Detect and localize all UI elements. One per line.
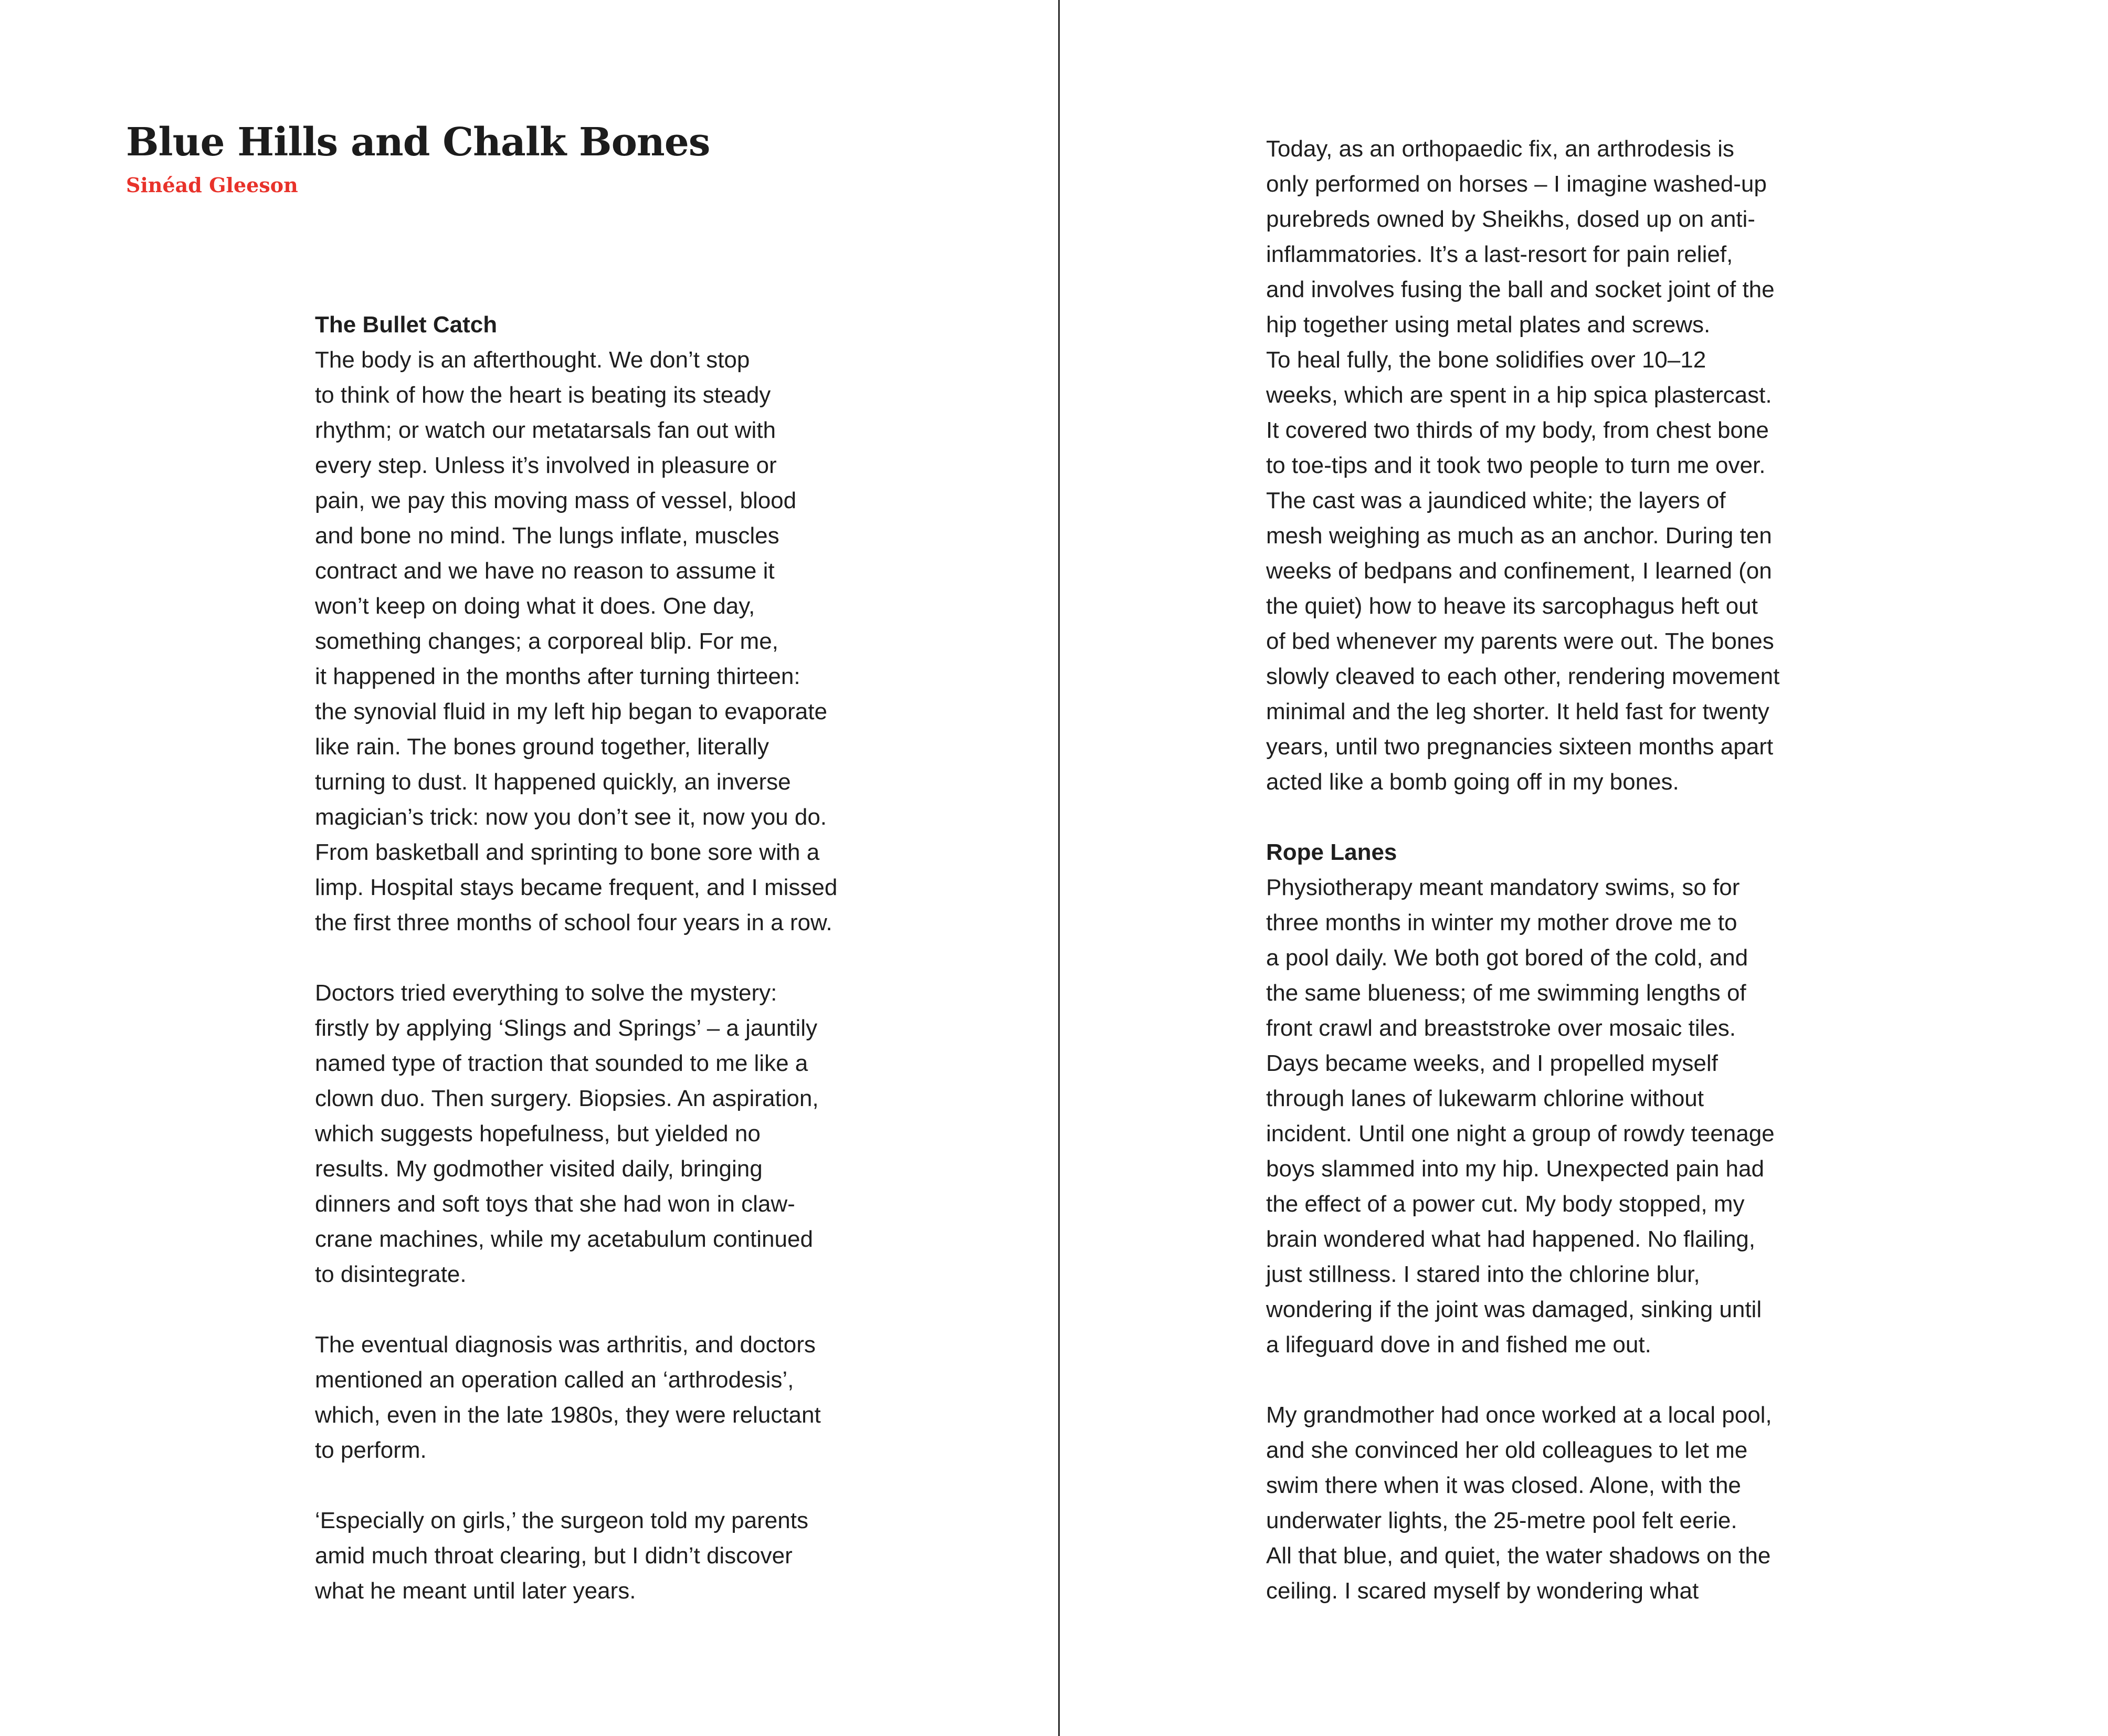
text-line: to perform. [315, 1437, 427, 1463]
text-line: My grandmother had once worked at a local pool, [1266, 1402, 1772, 1428]
text-line: the effect of a power cut. My body stopped, my [1266, 1191, 1745, 1217]
section-heading-rope-lanes: Rope Lanes [1266, 839, 1397, 865]
text-line: purebreds owned by Sheikhs, dosed up on anti- [1266, 206, 1755, 232]
author-name: Sinéad Gleeson [126, 173, 298, 197]
text-line: slowly cleaved to each other, rendering movement [1266, 664, 1780, 689]
text-line: limp. Hospital stays became frequent, and I missed [315, 875, 838, 900]
text-line: Today, as an orthopaedic fix, an arthrodesis is [1266, 136, 1734, 162]
text-line: results. My godmother visited daily, bringing [315, 1156, 763, 1182]
text-line: only performed on horses – I imagine washed-up [1266, 171, 1767, 197]
text-line: it happened in the months after turning thirteen: [315, 664, 800, 689]
text-line: rhythm; or watch our metatarsals fan out with [315, 417, 776, 443]
text-line: Physiotherapy meant mandatory swims, so for [1266, 875, 1740, 900]
text-line: years, until two pregnancies sixteen months apart [1266, 734, 1774, 760]
text-line: All that blue, and quiet, the water shadows on the [1266, 1543, 1771, 1569]
text-line: boys slammed into my hip. Unexpected pain had [1266, 1156, 1764, 1182]
text-line: minimal and the leg shorter. It held fast for twenty [1266, 699, 1769, 724]
text-line: like rain. The bones ground together, literally [315, 734, 770, 760]
text-line: the same blueness; of me swimming lengths of [1266, 980, 1746, 1006]
text-line: which, even in the late 1980s, they were reluctant [315, 1402, 821, 1428]
text-line: It covered two thirds of my body, from chest bone [1266, 417, 1769, 443]
text-line: named type of traction that sounded to me like a [315, 1050, 808, 1076]
text-line: front crawl and breaststroke over mosaic tiles. [1266, 1015, 1736, 1041]
text-line: The eventual diagnosis was arthritis, and doctors [315, 1332, 816, 1358]
text-line: ‘Especially on girls,’ the surgeon told my parents [315, 1508, 808, 1533]
paragraph-break [315, 1292, 903, 1327]
text-line: incident. Until one night a group of rowdy teenage [1266, 1121, 1775, 1146]
text-line: swim there when it was closed. Alone, with the [1266, 1472, 1741, 1498]
text-line: The body is an afterthought. We don’t stop [315, 347, 750, 373]
text-line: mesh weighing as much as an anchor. During ten [1266, 523, 1772, 549]
text-line: and she convinced her old colleagues to let me [1266, 1437, 1748, 1463]
text-line: amid much throat clearing, but I didn’t discover [315, 1543, 793, 1569]
text-line: dinners and soft toys that she had won in claw- [315, 1191, 795, 1217]
text-line: From basketball and sprinting to bone sore with a [315, 839, 820, 865]
text-line: pain, we pay this moving mass of vessel, blood [315, 488, 797, 513]
text-line: through lanes of lukewarm chlorine without [1266, 1086, 1704, 1111]
text-line: wondering if the joint was damaged, sinking until [1266, 1297, 1762, 1322]
text-line: weeks, which are spent in a hip spica plastercast. [1266, 382, 1772, 408]
text-line: crane machines, while my acetabulum continued [315, 1226, 813, 1252]
text-line: which suggests hopefulness, but yielded no [315, 1121, 761, 1146]
text-line: Days became weeks, and I propelled myself [1266, 1050, 1718, 1076]
text-line: magician’s trick: now you don’t see it, now you do. [315, 804, 827, 830]
text-line: the first three months of school four years in a row. [315, 910, 832, 935]
text-line: to disintegrate. [315, 1261, 467, 1287]
text-line: and involves fusing the ball and socket joint of the [1266, 277, 1775, 302]
section-heading-bullet-catch: The Bullet Catch [315, 312, 498, 338]
text-line: weeks of bedpans and confinement, I learned (on [1266, 558, 1772, 584]
paragraph-break [315, 1468, 903, 1503]
right-page-text-column [1266, 131, 1854, 1608]
text-line: inflammatories. It’s a last-resort for pain relief, [1266, 241, 1733, 267]
paragraph-break [1266, 1362, 1854, 1397]
text-line: hip together using metal plates and screws. [1266, 312, 1711, 338]
text-line: to toe-tips and it took two people to turn me over. [1266, 453, 1766, 478]
article-title: Blue Hills and Chalk Bones [126, 120, 710, 165]
text-line: every step. Unless it’s involved in pleasure or [315, 453, 777, 478]
text-line: won’t keep on doing what it does. One day, [315, 593, 755, 619]
paragraph-break [315, 940, 903, 975]
text-line: to think of how the heart is beating its steady [315, 382, 771, 408]
text-line: mentioned an operation called an ‘arthrodesis’, [315, 1367, 794, 1393]
text-line: brain wondered what had happened. No flailing, [1266, 1226, 1755, 1252]
text-line: of bed whenever my parents were out. The bones [1266, 628, 1774, 654]
paragraph-break [1266, 799, 1854, 835]
text-line: contract and we have no reason to assume it [315, 558, 775, 584]
text-line: ceiling. I scared myself by wondering what [1266, 1578, 1699, 1604]
text-line: underwater lights, the 25-metre pool felt eerie. [1266, 1508, 1737, 1533]
text-line: a pool daily. We both got bored of the cold, and [1266, 945, 1748, 971]
text-line: something changes; a corporeal blip. For me, [315, 628, 778, 654]
text-line: clown duo. Then surgery. Biopsies. An aspiration, [315, 1086, 819, 1111]
text-line: the synovial fluid in my left hip began to evaporate [315, 699, 827, 724]
text-line: just stillness. I stared into the chlorine blur, [1266, 1261, 1700, 1287]
page-gutter-divider [1058, 0, 1060, 1736]
text-line: The cast was a jaundiced white; the layers of [1266, 488, 1726, 513]
text-line: the quiet) how to heave its sarcophagus heft out [1266, 593, 1758, 619]
text-line: turning to dust. It happened quickly, an inverse [315, 769, 791, 795]
text-line: three months in winter my mother drove me to [1266, 910, 1737, 935]
text-line: acted like a bomb going off in my bones. [1266, 769, 1679, 795]
text-line: a lifeguard dove in and fished me out. [1266, 1332, 1651, 1358]
text-line: and bone no mind. The lungs inflate, muscles [315, 523, 779, 549]
left-page-text-column [315, 307, 903, 1608]
text-line: To heal fully, the bone solidifies over 10–12 [1266, 347, 1706, 373]
text-line: what he meant until later years. [315, 1578, 636, 1604]
text-line: firstly by applying ‘Slings and Springs’ – a jauntily [315, 1015, 818, 1041]
text-line: Doctors tried everything to solve the mystery: [315, 980, 777, 1006]
